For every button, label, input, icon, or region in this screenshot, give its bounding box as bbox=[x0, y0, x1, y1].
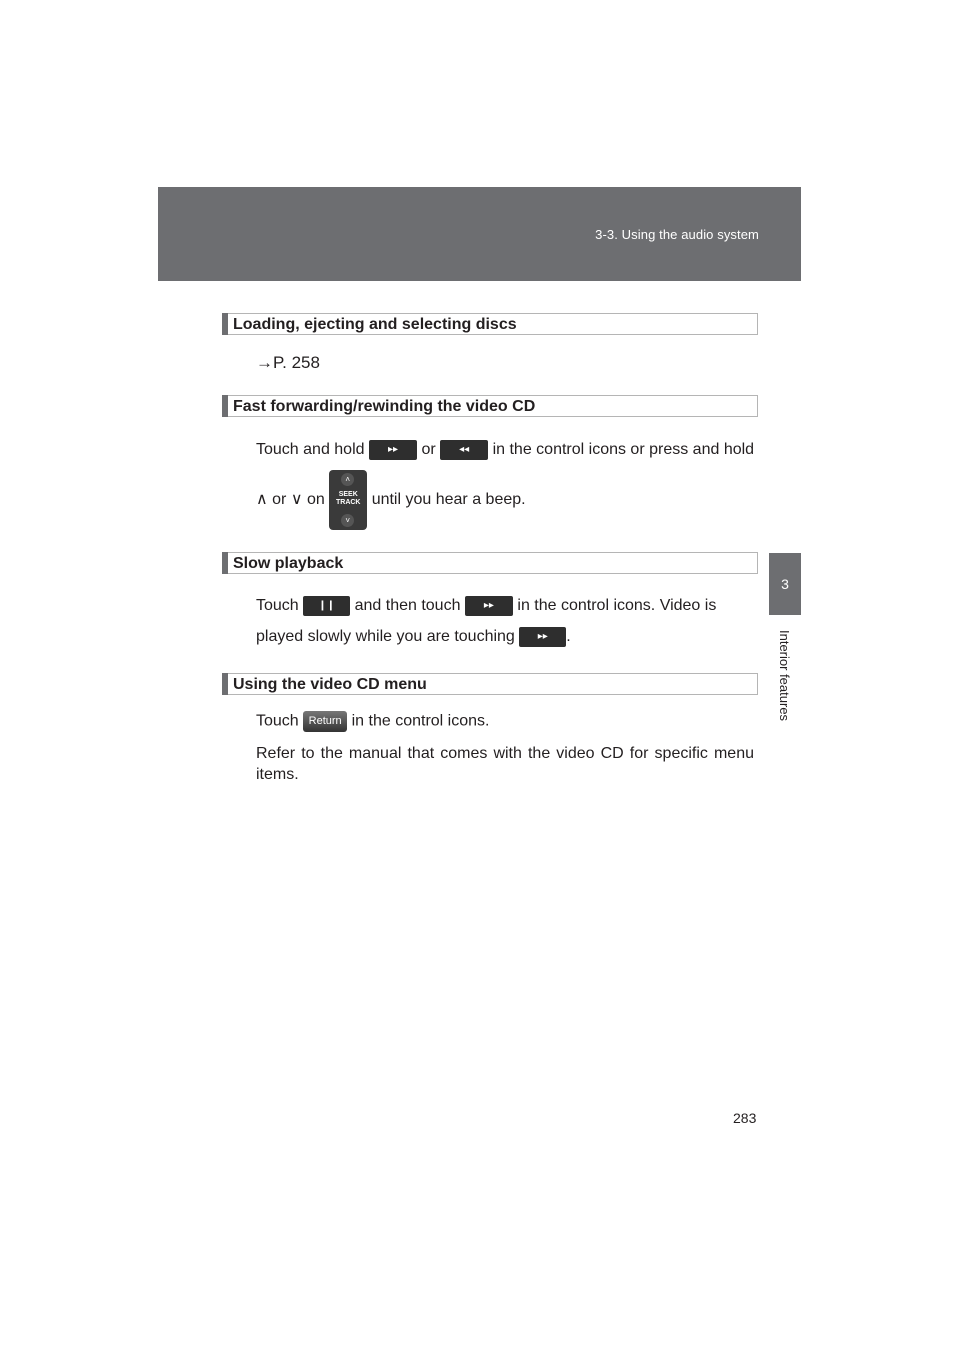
fast-forward-icon: ▸▸ bbox=[519, 627, 566, 647]
slow-playback-line-2: played slowly while you are touching ▸▸ . bbox=[256, 628, 571, 646]
video-cd-menu-paragraph: Refer to the manual that comes with the video CD for specific menu items. bbox=[256, 745, 754, 783]
chapter-tab bbox=[769, 553, 801, 615]
video-cd-menu-line-1: Touch Return in the control icons. bbox=[256, 711, 489, 733]
seek-track-label: SEEK TRACK bbox=[335, 491, 361, 506]
chapter-number: 3 bbox=[781, 576, 789, 592]
fast-forward-icon: ▸▸ bbox=[465, 596, 513, 616]
section-heading-video-cd-menu: Using the video CD menu bbox=[222, 673, 758, 695]
page-reference: →P. 258 bbox=[256, 353, 320, 372]
chapter-label: Interior features bbox=[777, 630, 792, 722]
section-heading-slow-playback: Slow playback bbox=[222, 552, 758, 574]
section-heading-fast-forward: Fast forwarding/rewinding the video CD bbox=[222, 395, 758, 417]
fast-forward-line-2: ∧ or ∨ on ˄ SEEK TRACK ˅ until you hear a beep. bbox=[256, 470, 526, 530]
chevron-up-icon: ˄ bbox=[341, 473, 354, 486]
section-heading-loading: Loading, ejecting and selecting discs bbox=[222, 313, 758, 335]
page-number: 283 bbox=[733, 1110, 757, 1126]
header-bar bbox=[158, 187, 801, 281]
chevron-down-icon: ˅ bbox=[341, 514, 354, 527]
return-button-icon: Return bbox=[303, 711, 347, 732]
seek-track-switch-icon bbox=[329, 470, 367, 530]
pause-icon: ❙❙ bbox=[303, 596, 350, 616]
fast-forward-icon: ▸▸ bbox=[369, 440, 417, 460]
slow-playback-line-1: Touch ❙❙ and then touch ▸▸ in the control icons. Video is bbox=[256, 597, 717, 615]
fast-forward-line-1: Touch and hold ▸▸ or ◂◂ in the control icons or press and hold bbox=[256, 441, 755, 459]
rewind-icon: ◂◂ bbox=[440, 440, 488, 460]
header-title: 3-3. Using the audio system bbox=[595, 227, 759, 242]
